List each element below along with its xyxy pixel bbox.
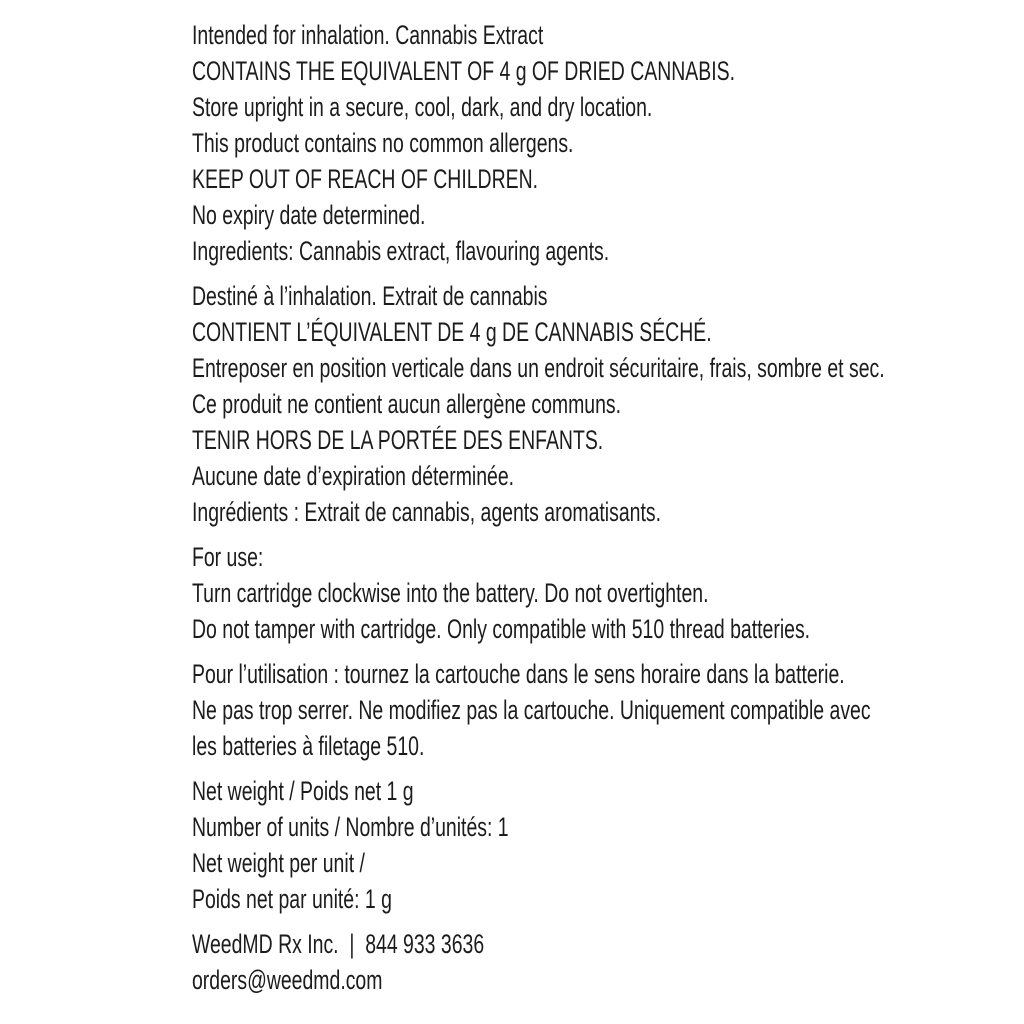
label-block-company-contact xyxy=(192,926,1024,998)
label-line: Ingrédients : Extrait de cannabis, agents aromatisants. xyxy=(192,497,661,527)
label-block-usage-french xyxy=(192,656,1024,764)
company-name-and-phone: WeedMD Rx Inc. | 844 933 3636 xyxy=(192,929,485,959)
label-line: Number of units / Nombre d’unités: 1 xyxy=(192,812,509,842)
label-line: les batteries à filetage 510. xyxy=(192,731,425,761)
label-line: Net weight / Poids net 1 g xyxy=(192,776,414,806)
label-line: Do not tamper with cartridge. Only compatible with 510 thread batteries. xyxy=(192,614,811,644)
label-line: Aucune date d’expiration déterminée. xyxy=(192,461,515,491)
label-line: Poids net par unité: 1 g xyxy=(192,884,392,914)
label-line: Ingredients: Cannabis extract, flavouring agents. xyxy=(192,236,610,266)
label-line: Destiné à l’inhalation. Extrait de cannabis xyxy=(192,281,548,311)
label-line: Net weight per unit / xyxy=(192,848,365,878)
label-line: CONTAINS THE EQUIVALENT OF 4 g OF DRIED CANNABIS. xyxy=(192,56,735,86)
label-line: For use: xyxy=(192,542,264,572)
label-line: CONTIENT L’ÉQUIVALENT DE 4 g DE CANNABIS SÉCHÉ. xyxy=(192,317,712,347)
label-block-usage-english xyxy=(192,539,1024,647)
label-block-french-warnings xyxy=(192,278,1024,530)
label-text-column xyxy=(192,17,1024,998)
label-line: Intended for inhalation. Cannabis Extract xyxy=(192,20,544,50)
label-line: Entreposer en position verticale dans un endroit sécuritaire, frais, sombre et sec. xyxy=(192,353,885,383)
label-line: Store upright in a secure, cool, dark, and dry location. xyxy=(192,92,653,122)
label-block-net-weight xyxy=(192,773,1024,917)
label-line: No expiry date determined. xyxy=(192,200,426,230)
label-line: TENIR HORS DE LA PORTÉE DES ENFANTS. xyxy=(192,425,604,455)
label-line: This product contains no common allergens. xyxy=(192,128,574,158)
label-line: Ne pas trop serrer. Ne modifiez pas la cartouche. Uniquement compatible avec xyxy=(192,695,871,725)
label-line: Ce produit ne contient aucun allergène communs. xyxy=(192,389,622,419)
label-line: Turn cartridge clockwise into the battery. Do not overtighten. xyxy=(192,578,709,608)
label-line: Pour l’utilisation : tournez la cartouche dans le sens horaire dans la batterie. xyxy=(192,659,845,689)
label-block-english-warnings xyxy=(192,17,1024,269)
company-email: orders@weedmd.com xyxy=(192,965,383,995)
label-line: KEEP OUT OF REACH OF CHILDREN. xyxy=(192,164,539,194)
